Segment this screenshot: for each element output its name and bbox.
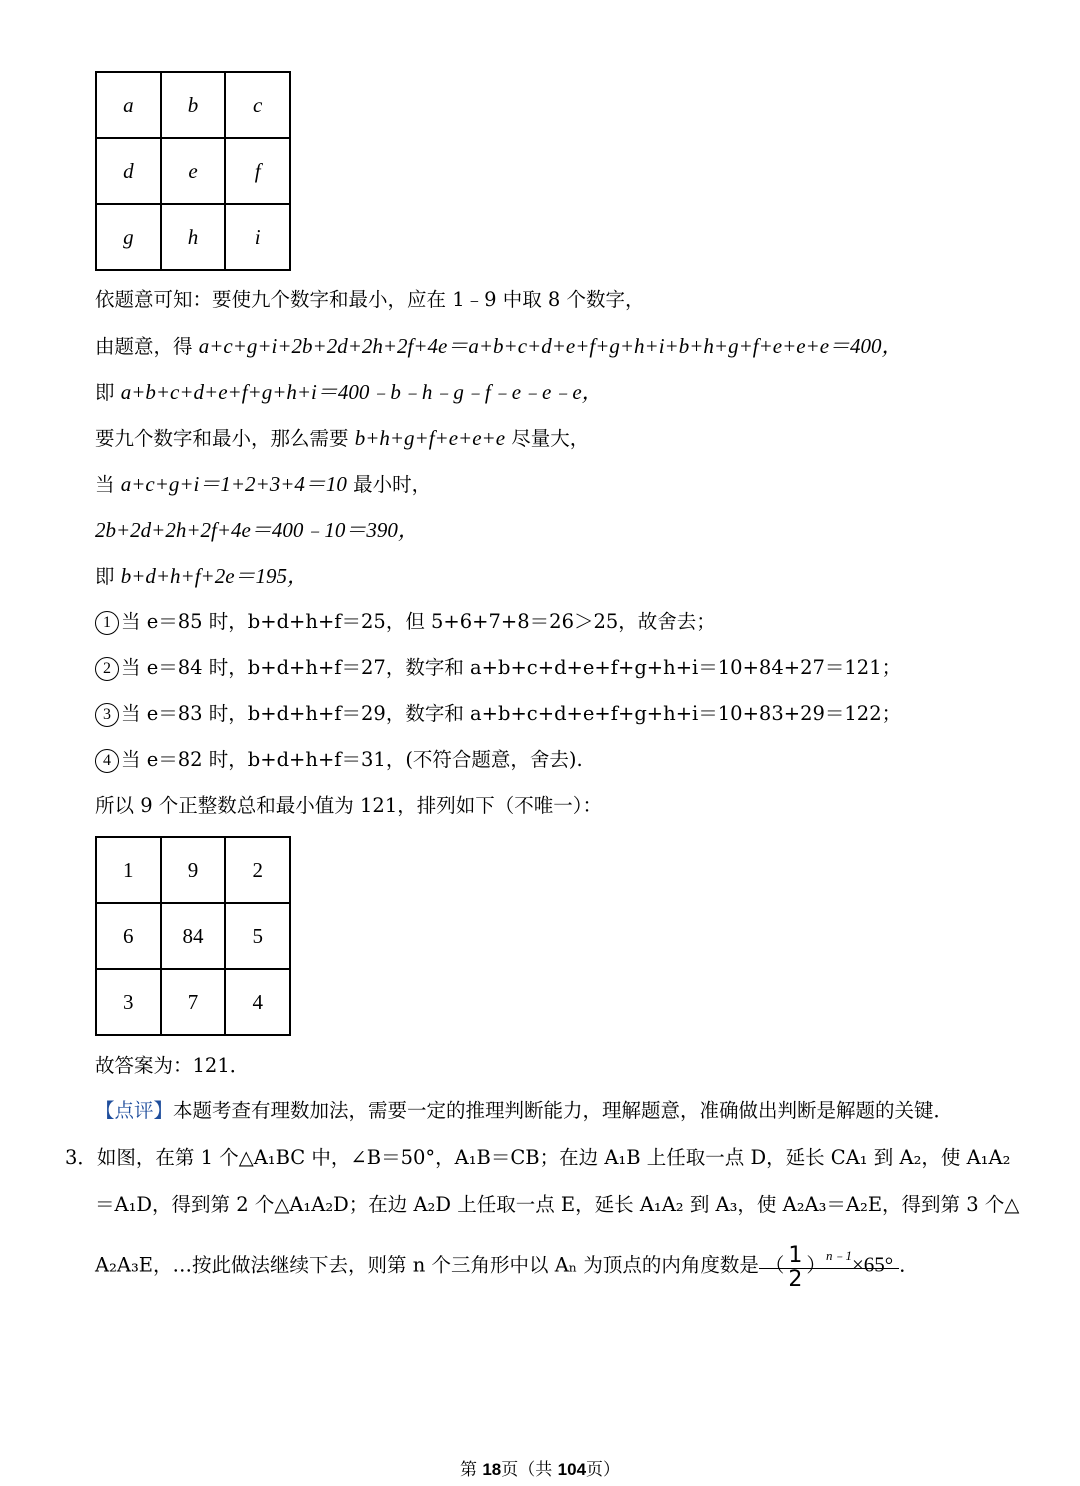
exponent: n﹣1 (825, 1248, 852, 1263)
denominator: 2 (788, 1267, 803, 1292)
text: 当 e＝85 时，b+d+h+f＝25，但 5+6+7+8＝26＞25，故舍去； (121, 610, 716, 633)
letter-grid (95, 71, 291, 271)
grid-cell: e (161, 138, 226, 204)
text: 所以 9 个正整数总和最小值为 121，排列如下（不唯一）： (95, 794, 602, 817)
text: 3．如图，在第 1 个△A₁BC 中，∠B＝50°，A₁B＝CB；在边 A₁B 上任取一点 D，延长 CA₁ 到 A₂，使 A₁A₂ (65, 1146, 1011, 1169)
equation: a+c+g+i+2b+2d+2h+2f+4e＝a+b+c+d+e+f+g+h+i+b+h+g+f+e+e+e＝400， (198, 334, 903, 358)
grid-cell: g (96, 204, 161, 270)
grid-cell: 9 (161, 837, 226, 903)
grid-cell: c (225, 72, 290, 138)
text: 当 e＝82 时，b+d+h+f＝31，(不符合题意，舍去). (121, 748, 583, 771)
paren-close: ） (806, 1253, 826, 1277)
text: 当 e＝84 时，b+d+h+f＝27，数字和 a+b+c+d+e+f+g+h+i＝10+84+27＝121； (121, 656, 902, 679)
text: 最小时， (346, 473, 432, 496)
review-tag: 【点评】 (95, 1099, 174, 1122)
grid-cell: 84 (161, 903, 226, 969)
text: 依题意可知：要使九个数字和最小，应在 1﹣9 中取 8 个数字， (95, 288, 645, 311)
text: 当 e＝83 时，b+d+h+f＝29，数字和 a+b+c+d+e+f+g+h+i＝10+83+29＝122； (121, 702, 902, 725)
case-1 (95, 610, 716, 635)
footer-mid: 页（共 (501, 1460, 558, 1480)
grid-cell: b (161, 72, 226, 138)
equation: a+b+c+d+e+f+g+h+i＝400﹣b﹣h﹣g﹣f﹣e﹣e﹣e， (120, 380, 603, 404)
grid-cell: i (225, 204, 290, 270)
case-3 (95, 702, 901, 727)
footer-prefix: 第 (459, 1460, 483, 1480)
numerator: 1 (788, 1243, 803, 1268)
page-number: 18 (482, 1460, 502, 1479)
grid-cell: f (225, 138, 290, 204)
page-footer (0, 1455, 1080, 1480)
footer-suffix: 页） (586, 1460, 621, 1480)
grid-cell: 6 (96, 903, 161, 969)
solution-line-2 (95, 334, 903, 359)
problem-3-line-2 (95, 1193, 1019, 1217)
case-2 (95, 656, 901, 681)
grid-cell: h (161, 204, 226, 270)
grid-cell: 7 (161, 969, 226, 1035)
grid-cell: 4 (225, 969, 290, 1035)
text: 即 (95, 381, 121, 404)
problem-3-line-1 (65, 1146, 1010, 1170)
text: 由题意，得 (95, 335, 199, 358)
review-line (95, 1099, 953, 1123)
circled-number: 1 (95, 611, 119, 635)
circled-number: 4 (95, 749, 119, 773)
answer-tail: ×65° (851, 1252, 894, 1277)
circled-number: 3 (95, 703, 119, 727)
equation: b+d+h+f+2e＝195， (120, 564, 309, 588)
solution-line-4 (95, 426, 589, 451)
case-4 (95, 748, 583, 773)
text: ． (899, 1253, 919, 1277)
text: 尽量大， (505, 427, 590, 450)
grid-cell: a (96, 72, 161, 138)
circled-number: 2 (95, 657, 119, 681)
text: 当 (95, 473, 121, 496)
grid-cell: 2 (225, 837, 290, 903)
solution-line-3 (95, 380, 603, 405)
fraction (784, 1243, 806, 1292)
equation: a+c+g+i＝1+2+3+4＝10 (120, 472, 347, 496)
equation: b+h+g+f+e+e+e (354, 426, 506, 450)
text: 本题考查有理数加法，需要一定的推理判断能力，理解题意，准确做出判断是解题的关键． (173, 1099, 954, 1122)
grid-cell: 5 (225, 903, 290, 969)
solution-line-7 (95, 564, 308, 589)
grid-cell: d (96, 138, 161, 204)
page-total: 104 (557, 1460, 587, 1479)
solution-line-6 (95, 518, 419, 543)
text: 要九个数字和最小，那么需要 (95, 427, 355, 450)
solution-line-1 (95, 288, 645, 312)
grid-cell: 3 (96, 969, 161, 1035)
paren-open: （ (764, 1253, 785, 1277)
answer-blank (759, 1238, 899, 1292)
text: A₂A₃E，…按此做法继续下去，则第 n 个三角形中以 Aₙ 为顶点的内角度数是 (95, 1253, 759, 1277)
text: 故答案为：121． (95, 1054, 250, 1077)
text: 即 (95, 565, 121, 588)
grid-cell: 1 (96, 837, 161, 903)
solution-line-8 (95, 794, 602, 818)
problem-3-line-3 (95, 1238, 919, 1292)
number-grid (95, 836, 291, 1036)
solution-line-5 (95, 472, 431, 497)
text: ＝A₁D，得到第 2 个△A₁A₂D；在边 A₂D 上任取一点 E，延长 A₁A₂ 到 A₃，使 A₂A₃＝A₂E，得到第 3 个△ (95, 1193, 1020, 1216)
answer-line (95, 1054, 249, 1078)
equation: 2b+2d+2h+2f+4e＝400﹣10＝390， (95, 518, 419, 542)
